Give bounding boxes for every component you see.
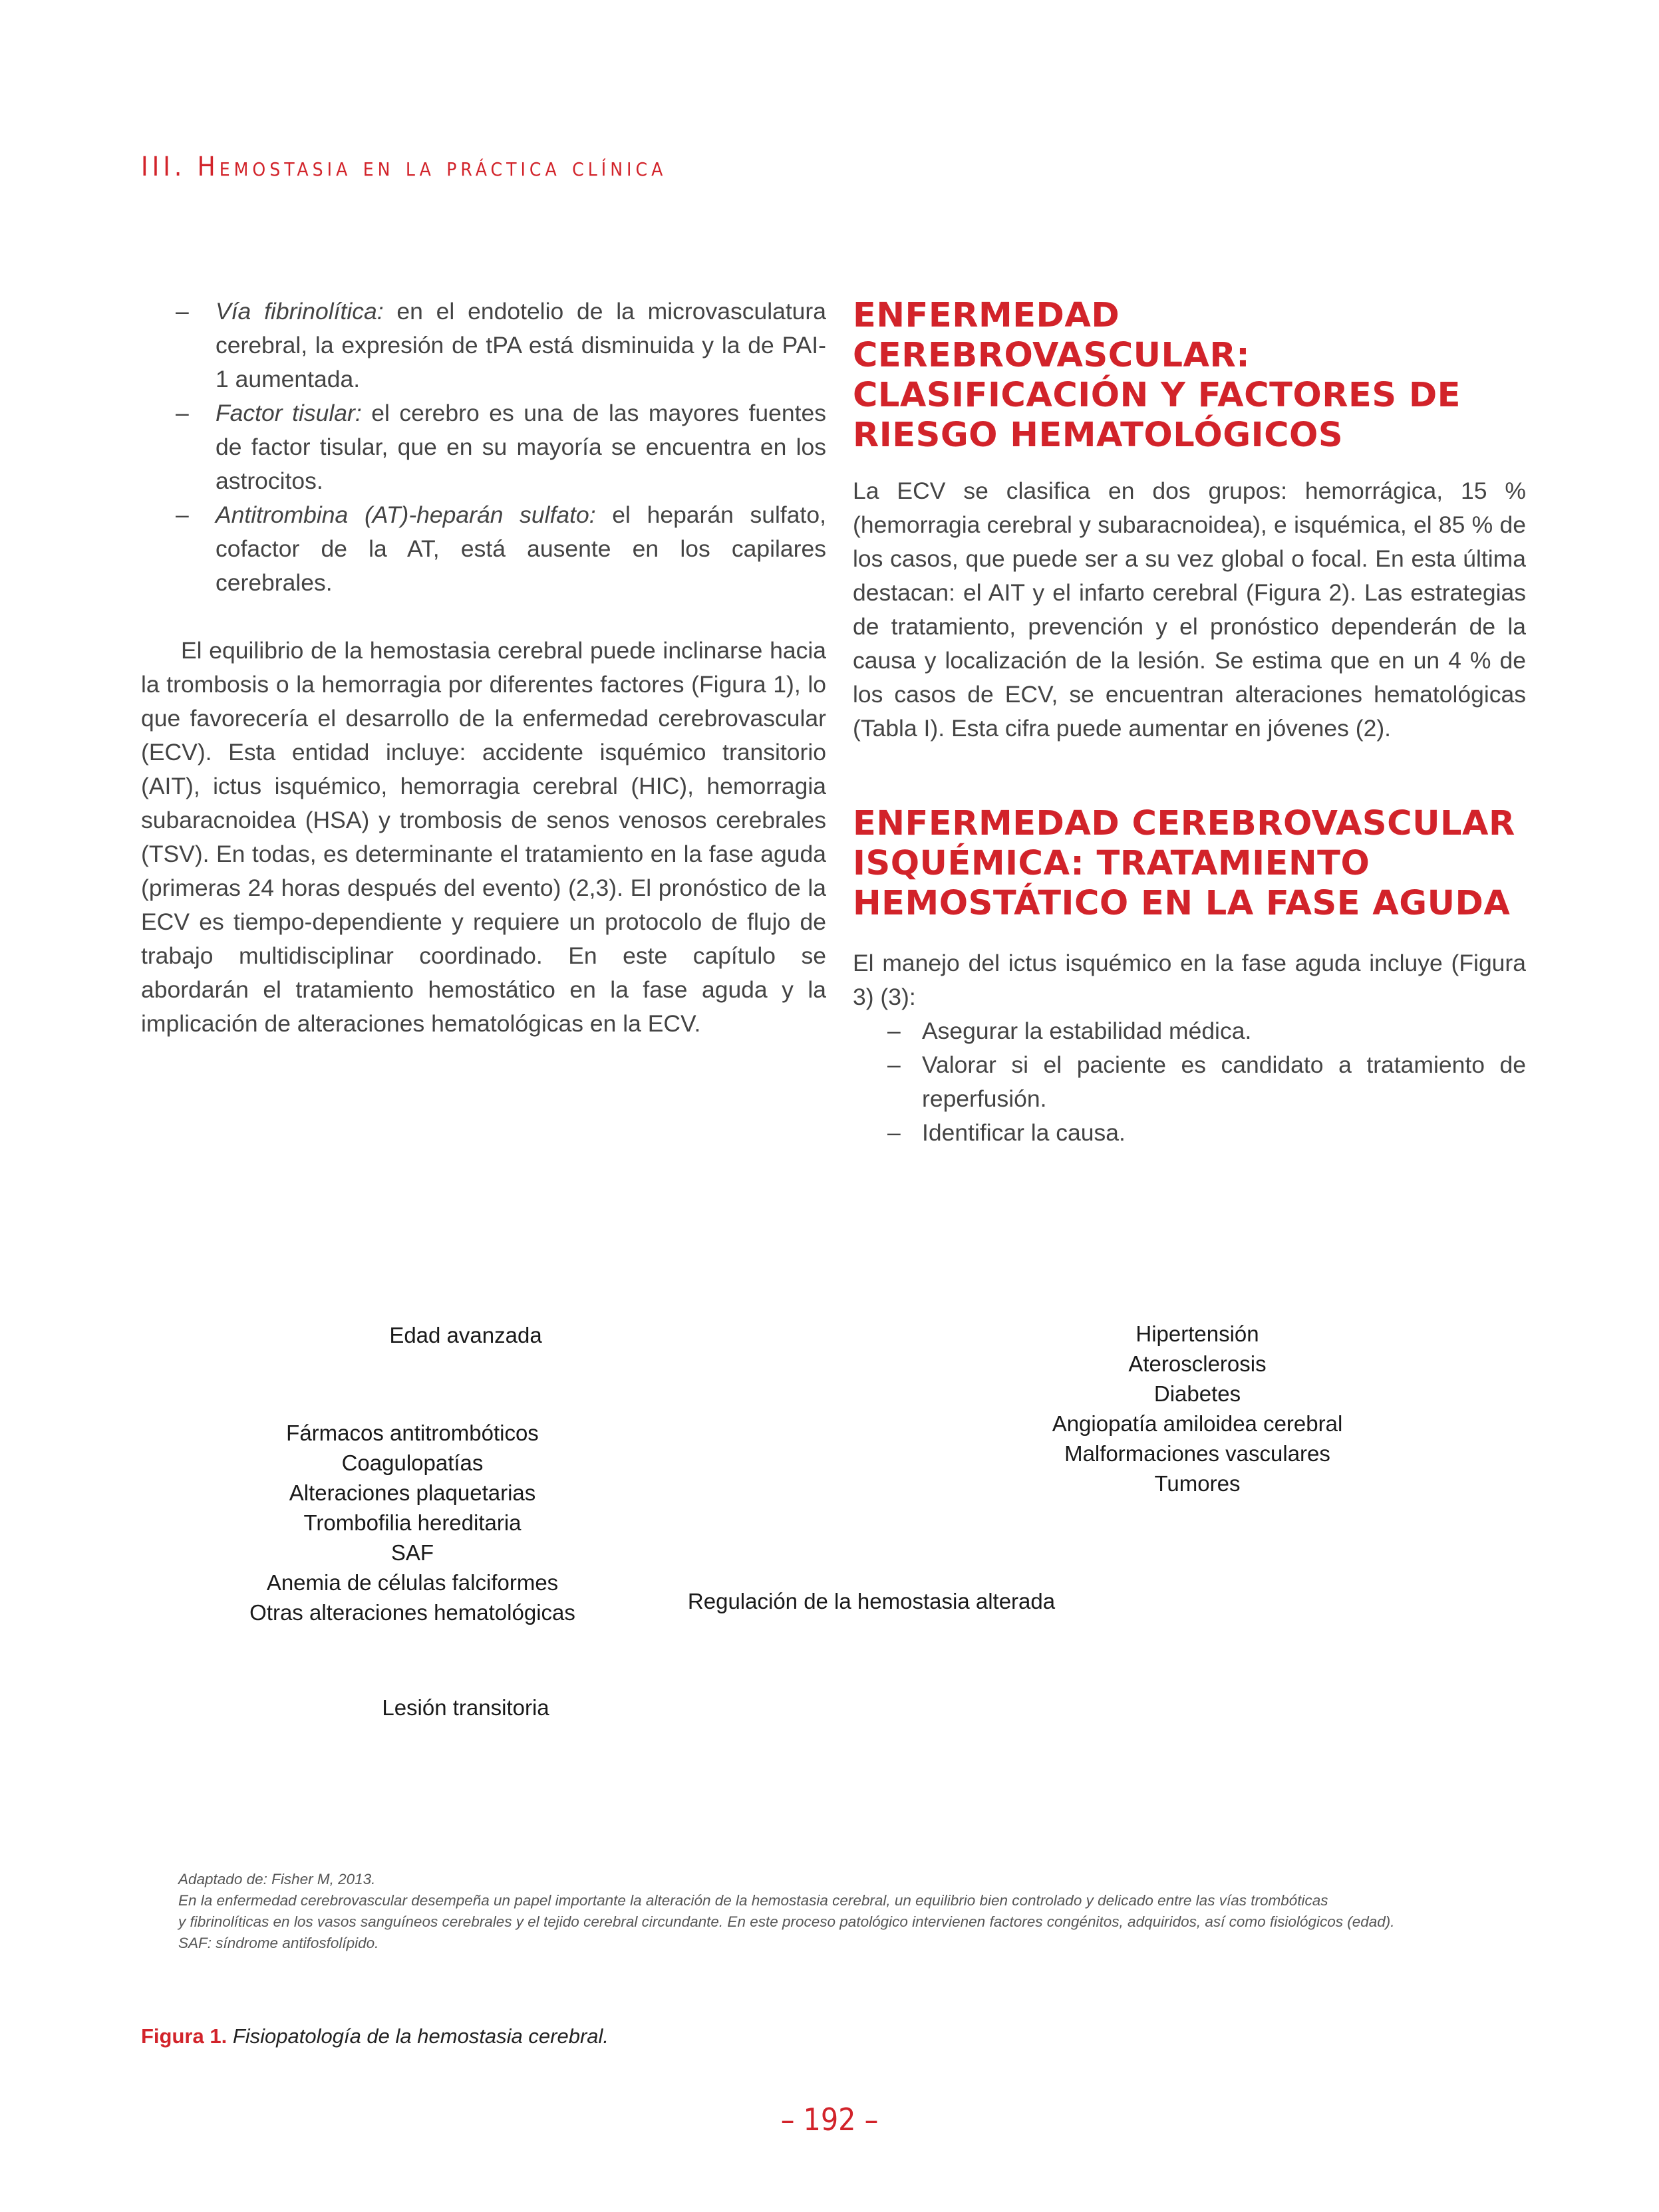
figure-right-factors [998,1319,1397,1498]
list-item: Anemia de células falciformes [266,1570,559,1595]
mechanisms-list [141,295,826,600]
list-item: Fármacos antitrombóticos [286,1421,539,1445]
list-item: Diabetes [1153,1381,1241,1406]
list-item: Angiopatía amiloidea cerebral [1052,1411,1343,1436]
list-item: – Factor tisular: el cerebro es una de las mayores fuentes de factor tisular, que en su mayoría se encuentra en los astrocitos. [176,400,826,494]
figure-note-line: y fibrinolíticas en los vasos sanguíneos cerebrales y el tejido cerebral circundante. En este proceso patológico intervienen factores congénitos, adquiridos, así como fisiológicos (edad). [178,1913,1395,1930]
figure-caption-label: Figura 1. [141,2024,227,2048]
figure-transient-label: Lesión transitoria [382,1695,549,1720]
list-item: – Vía fibrinolítica: en el endotelio de la microvasculatura cerebral, la expresión de tPA está disminuida y la de PAI-1 aumentada. [176,298,826,392]
list-item: Coagulopatías [341,1451,484,1475]
list-item-text: el cerebro es una de las mayores fuentes de factor tisular, que en su mayoría se encuentra en los astrocitos. [216,400,826,494]
list-item: – Asegurar la estabilidad médica. [887,1018,1252,1044]
list-item: Alteraciones plaquetarias [289,1480,536,1505]
list-item: SAF [390,1540,434,1565]
figure-note-line: En la enfermedad cerebrovascular desempeña un papel importante la alteración de la hemostasia cerebral, un equilibrio bien controlado y delicado entre las vías trombóticas [178,1892,1328,1909]
list-item: Aterosclerosis [1128,1351,1267,1376]
treatment-list [853,1014,1526,1150]
list-item: Trombofilia hereditaria [303,1510,522,1535]
list-item: – Valorar si el paciente es candidato a tratamiento de reperfusión. [887,1051,1526,1112]
figure-source: Adaptado de: Fisher M, 2013. [178,1871,376,1887]
page-number: – 192 – [780,2102,879,2138]
figure-abbreviation: SAF: síndrome antifosfolípido. [178,1935,379,1951]
figure-notes [178,1869,1515,1954]
list-item: Tumores [1154,1471,1241,1496]
list-item-text: en el endotelio de la microvasculatura cerebral, la expresión de tPA está disminuida y la de PAI-1 aumentada. [216,298,826,392]
list-item: – Identificar la causa. [887,1119,1126,1146]
right-column [853,295,1526,1150]
list-item-term: Vía fibrinolítica: [216,298,384,325]
list-item: – Antitrombina (AT)-heparán sulfato: el heparán sulfato, cofactor de la AT, está ausente en los capilares cerebrales. [176,501,826,596]
figure-caption-text: Fisiopatología de la hemostasia cerebral. [227,2024,609,2048]
list-item-term: Antitrombina (AT)-heparán sulfato: [216,501,596,528]
list-item-term: Factor tisular: [216,400,362,426]
running-header: III. Hemostasia en la práctica clínica [141,152,667,182]
figure-caption [141,2023,609,2050]
left-column [141,295,826,1041]
section-heading-treatment: ENFERMEDAD CEREBROVASCULAR ISQUÉMICA: TRATAMIENTO HEMOSTÁTICO EN LA FASE AGUDA [853,804,1515,923]
figure-age-label: Edad avanzada [389,1323,542,1347]
classification-paragraph: La ECV se clasifica en dos grupos: hemorrágica, 15 % (hemorragia cerebral y subaracnoidea), e isquémica, el 85 % de los casos, que puede ser a su vez global o focal. En esta última destacan: el AIT y el infarto cerebral (Figura 2). Las estrategias de tratamiento, prevención y el pronóstico dependerán de la causa y localización de la lesión. Se estima que en un 4 % de los casos de ECV, se encuentran alteraciones hematológicas (Tabla I). Esta cifra puede aumentar en jóvenes (2). [853,478,1526,742]
list-item: Otras alteraciones hematológicas [249,1600,575,1625]
figure-left-factors [200,1418,625,1627]
figure-center-label: Regulación de la hemostasia alterada [687,1589,1056,1613]
list-item: Malformaciones vasculares [1064,1441,1330,1466]
section-heading-classification: ENFERMEDAD CEREBROVASCULAR: CLASIFICACIÓN Y FACTORES DE RIESGO HEMATOLÓGICOS [853,296,1461,455]
list-item-text: el heparán sulfato, cofactor de la AT, está ausente en los capilares cerebrales. [216,501,826,596]
treatment-paragraph: El manejo del ictus isquémico en la fase aguda incluye (Figura 3) (3): [853,950,1526,1010]
list-item: Hipertensión [1135,1321,1259,1346]
intro-paragraph: El equilibrio de la hemostasia cerebral puede inclinarse hacia la trombosis o la hemorragia por diferentes factores (Figura 1), lo que favorecería el desarrollo de la enfermedad cerebrovascular (ECV). Esta entidad incluye: accidente isquémico transitorio (AIT), ictus isquémico, hemorragia cerebral (HIC), hemorragia subaracnoidea (HSA) y trombosis de senos venosos cerebrales (TSV). En todas, es determinante el tratamiento en la fase aguda (primeras 24 horas después del evento) (2,3). El pronóstico de la ECV es tiempo-dependiente y requiere un protocolo de flujo de trabajo multidisciplinar coordinado. En este capítulo se abordarán el tratamiento hemostático en la fase aguda y la implicación de alteraciones hematológicas en la ECV. [141,637,826,1037]
